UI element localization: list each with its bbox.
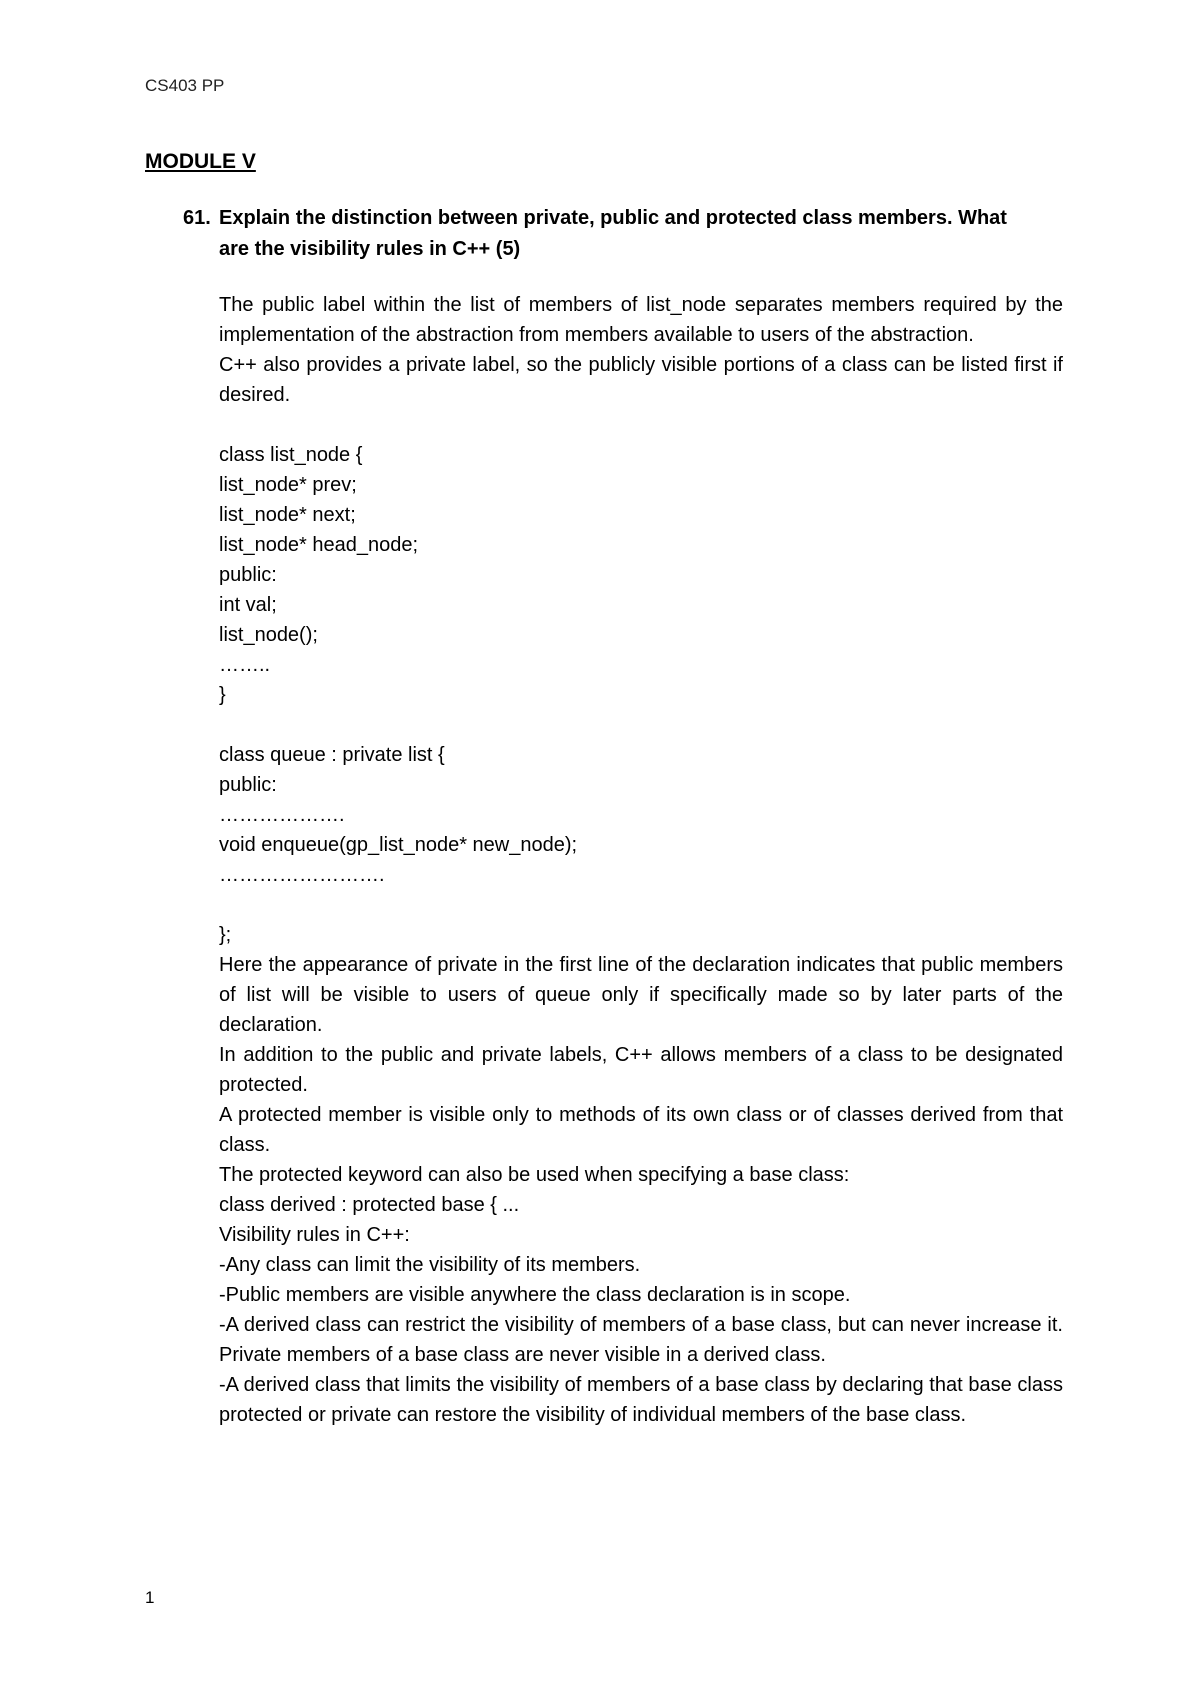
answer-body	[219, 290, 1063, 1430]
answer-paragraph: -Public members are visible anywhere the class declaration is in scope.	[219, 1284, 851, 1306]
answer-paragraph: A protected member is visible only to methods of its own class or of classes derived from that class.	[219, 1104, 1063, 1156]
answer-paragraph: -Any class can limit the visibility of its members.	[219, 1254, 641, 1276]
code-line: ……………….	[219, 804, 345, 826]
question-number: 61.	[183, 207, 211, 229]
answer-paragraph: -A derived class that limits the visibility of members of a base class by declaring that base class protected or private can restore the visibility of individual members of the base class.	[219, 1374, 1063, 1426]
code-line: class queue : private list {	[219, 744, 445, 766]
answer-paragraph: In addition to the public and private labels, C++ allows members of a class to be designated protected.	[219, 1044, 1063, 1096]
code-line: list_node* head_node;	[219, 534, 419, 556]
code-line: list_node* next;	[219, 504, 356, 526]
answer-paragraph: -A derived class can restrict the visibility of members of a base class, but can never increase it. Private members of a base class are never visible in a derived class.	[219, 1314, 1063, 1366]
module-title: MODULE V	[145, 150, 256, 173]
page-number: 1	[145, 1588, 155, 1607]
code-line: };	[219, 924, 232, 946]
answer-paragraph: Here the appearance of private in the first line of the declaration indicates that public members of list will be visible to users of queue only if specifically made so by later parts of the declaration.	[219, 954, 1063, 1036]
answer-paragraph: C++ also provides a private label, so the publicly visible portions of a class can be listed first if desired.	[219, 354, 1063, 406]
code-line: int val;	[219, 594, 277, 616]
answer-paragraph: The public label within the list of members of list_node separates members required by the implementation of the abstraction from members available to users of the abstraction.	[219, 294, 1063, 346]
question	[183, 203, 1063, 265]
answer-paragraph: class derived : protected base { ...	[219, 1194, 520, 1216]
code-line: list_node();	[219, 624, 318, 646]
code-line: public:	[219, 774, 277, 796]
code-line: class list_node {	[219, 444, 363, 466]
page-header: CS403 PP	[145, 76, 225, 95]
question-text-line-2: are the visibility rules in C++ (5)	[219, 238, 521, 260]
question-text-line-1: Explain the distinction between private, public and protected class members. What	[219, 207, 1007, 229]
answer-paragraph: The protected keyword can also be used when specifying a base class:	[219, 1164, 850, 1186]
code-line: public:	[219, 564, 277, 586]
code-line: }	[219, 684, 226, 706]
code-line: ……..	[219, 654, 271, 676]
code-line: …………………….	[219, 864, 385, 886]
code-line: void enqueue(gp_list_node* new_node);	[219, 834, 578, 856]
code-line: list_node* prev;	[219, 474, 357, 496]
answer-paragraph: Visibility rules in C++:	[219, 1224, 410, 1246]
